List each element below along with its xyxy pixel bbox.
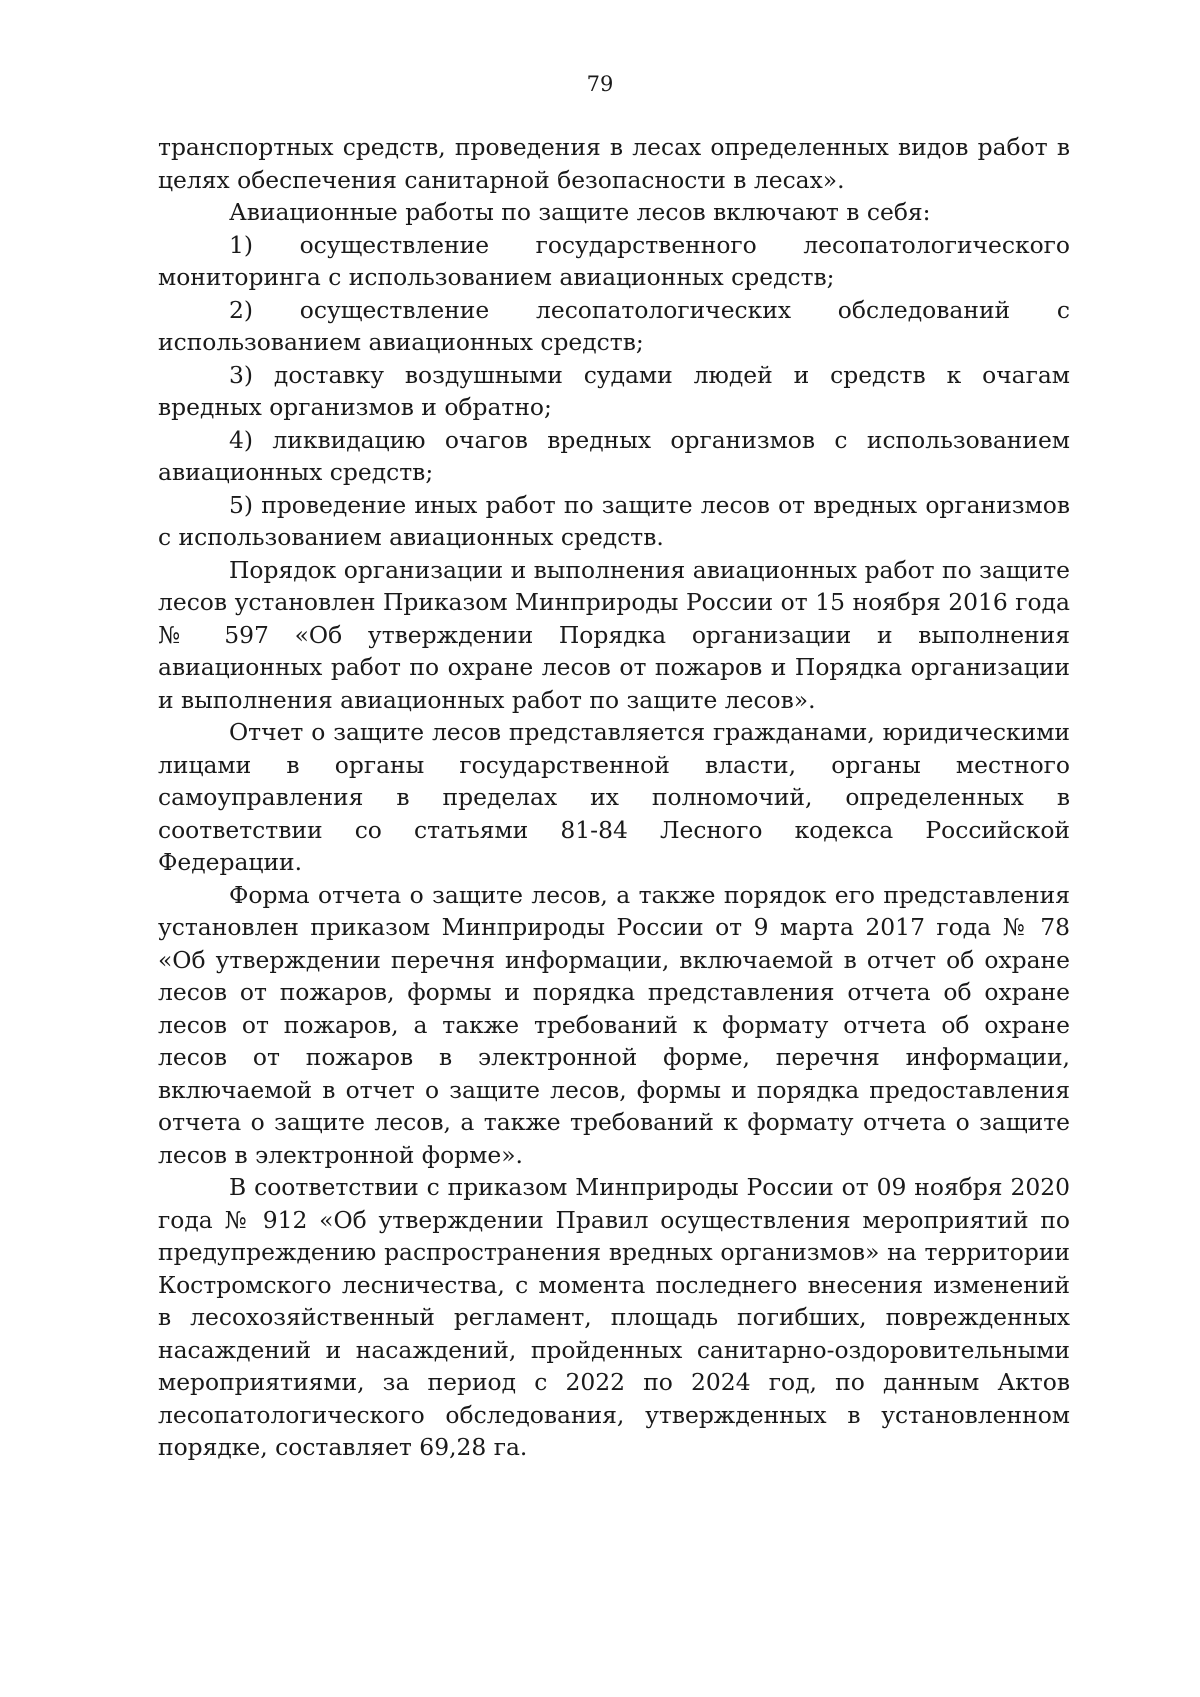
page-number: 79 (586, 72, 614, 96)
list-item-4: 4) ликвидацию очагов вредных организмов с использованием авиационных средств; (158, 425, 1070, 486)
paragraph-continuation: транспортных средств, проведения в лесах определенных видов работ в целях обеспечения санитарной безопасности в лесах». (158, 133, 1070, 194)
list-item-1: 1) осуществление государственного лесопатологического мониторинга с использованием авиационных средств; (158, 230, 1070, 291)
paragraph-aviation-works-intro: Авиационные работы по защите лесов включают в себя: (229, 198, 931, 226)
paragraph-report-submission: Отчет о защите лесов представляется гражданами, юридическими лицами в органы государственной власти, органы местного самоуправления в пределах их полномочий, определенных в соответствии со статьями 81-84 Лесного кодекса Российской Федерации. (158, 718, 1070, 876)
list-item-3: 3) доставку воздушными судами людей и средств к очагам вредных организмов и обратно; (158, 360, 1070, 421)
paragraph-procedure-order: Порядок организации и выполнения авиационных работ по защите лесов установлен Приказом Минприроды России от 15 ноября 2016 года № 597 «Об утверждении Порядка организации и выполнения авиационных работ по охране лесов от пожаров и Порядка организации и выполнения авиационных работ по защите лесов». (158, 555, 1070, 714)
document-body (158, 131, 1070, 1464)
list-item-2: 2) осуществление лесопатологических обследований с использованием авиационных средств; (158, 295, 1070, 356)
paragraph-report-form: Форма отчета о защите лесов, а также порядок его представления установлен приказом Минприроды России от 9 марта 2017 года № 78 «Об утверждении перечня информации, включаемой в отчет об охране лесов от пожаров, формы и порядка представления отчета об охране лесов от пожаров, а также требований к формату отчета об охране лесов от пожаров в электронной форме, перечня информации, включаемой в отчет о защите лесов, формы и порядка предоставления отчета о защите лесов, а также требований к формату отчета о защите лесов в электронной форме». (158, 880, 1070, 1169)
paragraph-damaged-area: В соответствии с приказом Минприроды России от 09 ноября 2020 года № 912 «Об утверждении Правил осуществления мероприятий по предупреждению распространения вредных организмов» на территории Костромского лесничества, с момента последнего внесения изменений в лесохозяйственный регламент, площадь погибших, поврежденных насаждений и насаждений, пройденных санитарно-оздоровительными мероприятиями, за период с 2022 по 2024 год, по данным Актов лесопатологического обследования, утвержденных в установленном порядке, составляет 69,28 га. (158, 1173, 1070, 1461)
list-item-5: 5) проведение иных работ по защите лесов от вредных организмов с использованием авиационных средств. (158, 490, 1070, 551)
